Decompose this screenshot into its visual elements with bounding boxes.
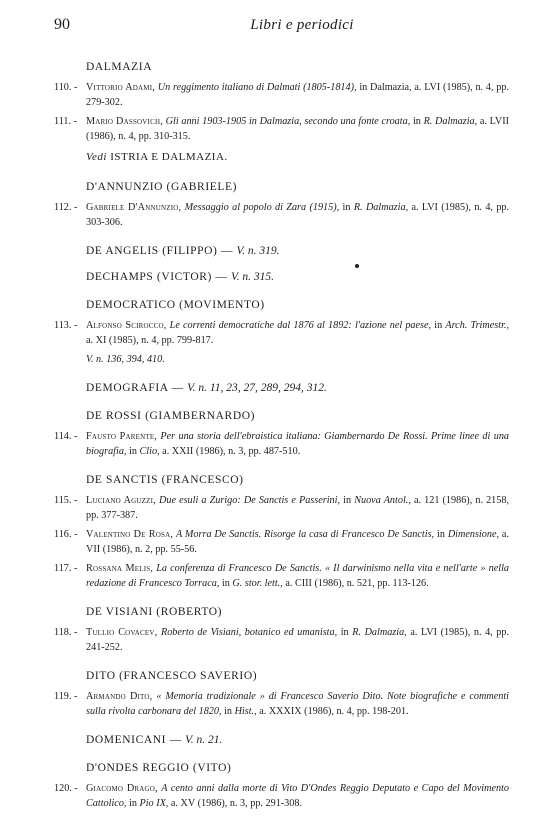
- entry-text: [86, 561, 509, 591]
- entry-text: [86, 200, 509, 230]
- bib-entry-112: [54, 200, 509, 230]
- entry-number: 114. -: [54, 431, 78, 442]
- entry-text: [86, 493, 509, 523]
- entry-number: 117. -: [54, 563, 78, 574]
- entry-author: Luciano Aguzzi,: [86, 495, 156, 506]
- entry-citation: a. CIII (1986), n. 521, pp. 113-126.: [285, 578, 429, 589]
- entry-title: Due esuli a Zurigo: De Sanctis e Passerini,: [159, 495, 341, 506]
- cross-reference: V. n. 21.: [185, 734, 223, 746]
- entry-title: La conferenza di Francesco De Sanctis. « Il darwinismo nella vita e nell'arte » nella redazione di Francesco Torraca,: [86, 563, 509, 589]
- section-heading-with-ref: [86, 270, 509, 284]
- see-also-target: ISTRIA E DALMAZIA.: [110, 151, 228, 163]
- entry-text: [86, 625, 509, 655]
- bib-entry-111: [54, 114, 509, 144]
- entry-title: Gli anni 1903-1905 in Dalmazia, secondo una fonte croata,: [165, 116, 411, 127]
- entry-title: Le correnti democratiche dal 1876 al 1892: l'azione nel paese,: [169, 320, 432, 331]
- entry-author: Fausto Parente,: [86, 431, 158, 442]
- entry-citation: in Dalmazia, a. LVI (1985), n. 4, pp. 279-302.: [86, 82, 510, 108]
- entry-author: Armando Dito,: [86, 691, 153, 702]
- entry-citation: a. XI (1985), n. 4, pp. 799-817.: [86, 335, 214, 346]
- entry-text: [86, 781, 509, 811]
- entry-journal: R. Dalmazia,: [353, 202, 409, 213]
- entry-number: 119. -: [54, 691, 78, 702]
- section-heading: DOMENICANI —: [86, 734, 182, 746]
- bib-entry-115: [54, 493, 509, 523]
- entry-title: A Morra De Sanctis. Risorge la casa di Francesco De Sanctis,: [176, 529, 435, 540]
- running-title: Libri e periodici: [250, 17, 354, 33]
- entry-citation: a. LVI (1985), n. 4, pp. 303-306.: [86, 202, 510, 228]
- entry-author: Rossana Melis,: [86, 563, 154, 574]
- entry-author: Valentino De Rosa,: [86, 529, 174, 540]
- entry-title: Messaggio al popolo di Zara (1915),: [184, 202, 340, 213]
- bib-entry-113: [54, 318, 509, 348]
- bib-entry-119: [54, 689, 509, 719]
- entry-text: [86, 689, 509, 719]
- entry-text: [86, 429, 509, 459]
- section-heading: DE ANGELIS (FILIPPO) —: [86, 245, 234, 257]
- entry-author: Giacomo Drago,: [86, 783, 158, 794]
- entry-title: Roberto de Visiani, botanico ed umanista,: [160, 627, 338, 638]
- section-heading: DEMOGRAFIA —: [86, 382, 184, 394]
- see-also-label: Vedi: [86, 151, 107, 163]
- section-heading: DE SANCTIS (FRANCESCO): [86, 474, 244, 486]
- section-heading-with-ref: [86, 381, 509, 395]
- entry-journal: R. Dalmazia,: [352, 627, 407, 638]
- entry-number: 113. -: [54, 320, 78, 331]
- entry-author: Vittorio Adami,: [86, 82, 155, 93]
- entry-in: in: [224, 706, 233, 717]
- entry-text: [86, 80, 509, 110]
- entry-in: in: [129, 798, 137, 809]
- bib-entry-116: [54, 527, 509, 557]
- entry-citation: a. LVII (1986), n. 4, pp. 310-315.: [86, 116, 510, 142]
- see-also-reference: [86, 150, 509, 164]
- entry-number: 115. -: [54, 495, 78, 506]
- entry-number: 116. -: [54, 529, 78, 540]
- entry-text: [86, 527, 509, 557]
- bib-entry-117: [54, 561, 509, 591]
- entry-journal: Dimensione,: [447, 529, 500, 540]
- entry-author: Alfonso Scirocco,: [86, 320, 167, 331]
- entry-text: [86, 114, 509, 144]
- entry-citation: a. XV (1986), n. 3, pp. 291-308.: [170, 798, 303, 809]
- section-heading: DE VISIANI (ROBERTO): [86, 606, 223, 618]
- entry-in: in: [412, 116, 421, 127]
- entry-author: Gabriele D'Annunzio,: [86, 202, 182, 213]
- bib-entry-110: [54, 80, 509, 110]
- entry-in: in: [340, 627, 349, 638]
- entry-journal: Arch. Trimestr.,: [445, 320, 509, 331]
- entry-journal: G. stor. lett.,: [232, 578, 283, 589]
- entry-in: in: [343, 495, 352, 506]
- page-header: [54, 16, 510, 40]
- page-number: 90: [54, 16, 70, 33]
- entry-number: 120. -: [54, 783, 78, 794]
- entry-journal: Pio IX,: [139, 798, 169, 809]
- section-heading: DITO (FRANCESCO SAVERIO): [86, 670, 258, 682]
- entry-title: A cento anni dalla morte di Vito D'Ondes Reggio Deputato e Capo del Movimento Cattolico,: [86, 783, 509, 809]
- entry-number: 118. -: [54, 627, 78, 638]
- entry-citation: a. XXXIX (1986), n. 4, pp. 198-201.: [259, 706, 409, 717]
- section-heading: DEMOCRATICO (MOVIMENTO): [86, 299, 265, 311]
- entry-citation: a. XXII (1986), n. 3, pp. 487-510.: [162, 446, 301, 457]
- entry-citation: a. LVI (1985), n. 4, pp. 241-252.: [86, 627, 510, 653]
- bib-entry-118: [54, 625, 509, 655]
- section-heading-with-ref: [86, 244, 509, 258]
- section-heading: D'ONDES REGGIO (VITO): [86, 762, 232, 774]
- section-heading: DECHAMPS (VICTOR) —: [86, 271, 228, 283]
- entry-number: 110. -: [54, 82, 78, 93]
- cross-reference: V. n. 319.: [236, 245, 280, 257]
- entry-title: Un reggimento italiano di Dalmati (1805-1814),: [157, 82, 357, 93]
- entry-in: in: [221, 578, 230, 589]
- bib-entry-114: [54, 429, 509, 459]
- entry-in: in: [434, 320, 443, 331]
- cross-reference: V. n. 315.: [231, 271, 274, 283]
- entry-journal: R. Dalmazia,: [423, 116, 478, 127]
- bib-entry-120: [54, 781, 509, 811]
- entry-citation: a. VII (1986), n. 2, pp. 55-56.: [86, 529, 509, 555]
- entry-title: Per una storia dell'ebraistica italiana: Giambernardo De Rossi. Prime linee di una biografia,: [86, 431, 510, 457]
- entry-in: in: [436, 529, 445, 540]
- section-heading-with-ref: [86, 733, 509, 747]
- section-heading: D'ANNUNZIO (GABRIELE): [86, 181, 238, 193]
- entry-author: Mario Dassovich,: [86, 116, 163, 127]
- entry-number: 111. -: [54, 116, 78, 127]
- bibliography-body: [54, 60, 509, 811]
- entry-title: « Memoria tradizionale » di Francesco Saverio Dito. Note biografiche e commenti sulla rivolta carbonara del 1820,: [86, 691, 510, 717]
- entry-citation: a. 121 (1986), n. 2158, pp. 377-387.: [86, 495, 510, 521]
- cross-reference: V. n. 136, 394, 410.: [86, 354, 165, 365]
- entry-in: in: [342, 202, 351, 213]
- section-heading: DALMAZIA: [86, 61, 153, 73]
- entry-text: [86, 318, 509, 348]
- entry-journal: Nuova Antol.,: [354, 495, 411, 506]
- entry-author: Tullio Covacev,: [86, 627, 158, 638]
- entry-journal: Hist.,: [234, 706, 257, 717]
- section-heading: DE ROSSI (GIAMBERNARDO): [86, 410, 256, 422]
- entry-in: in: [129, 446, 137, 457]
- cross-reference: V. n. 11, 23, 27, 289, 294, 312.: [187, 382, 327, 394]
- entry-number: 112. -: [54, 202, 78, 213]
- entry-journal: Clio,: [139, 446, 160, 457]
